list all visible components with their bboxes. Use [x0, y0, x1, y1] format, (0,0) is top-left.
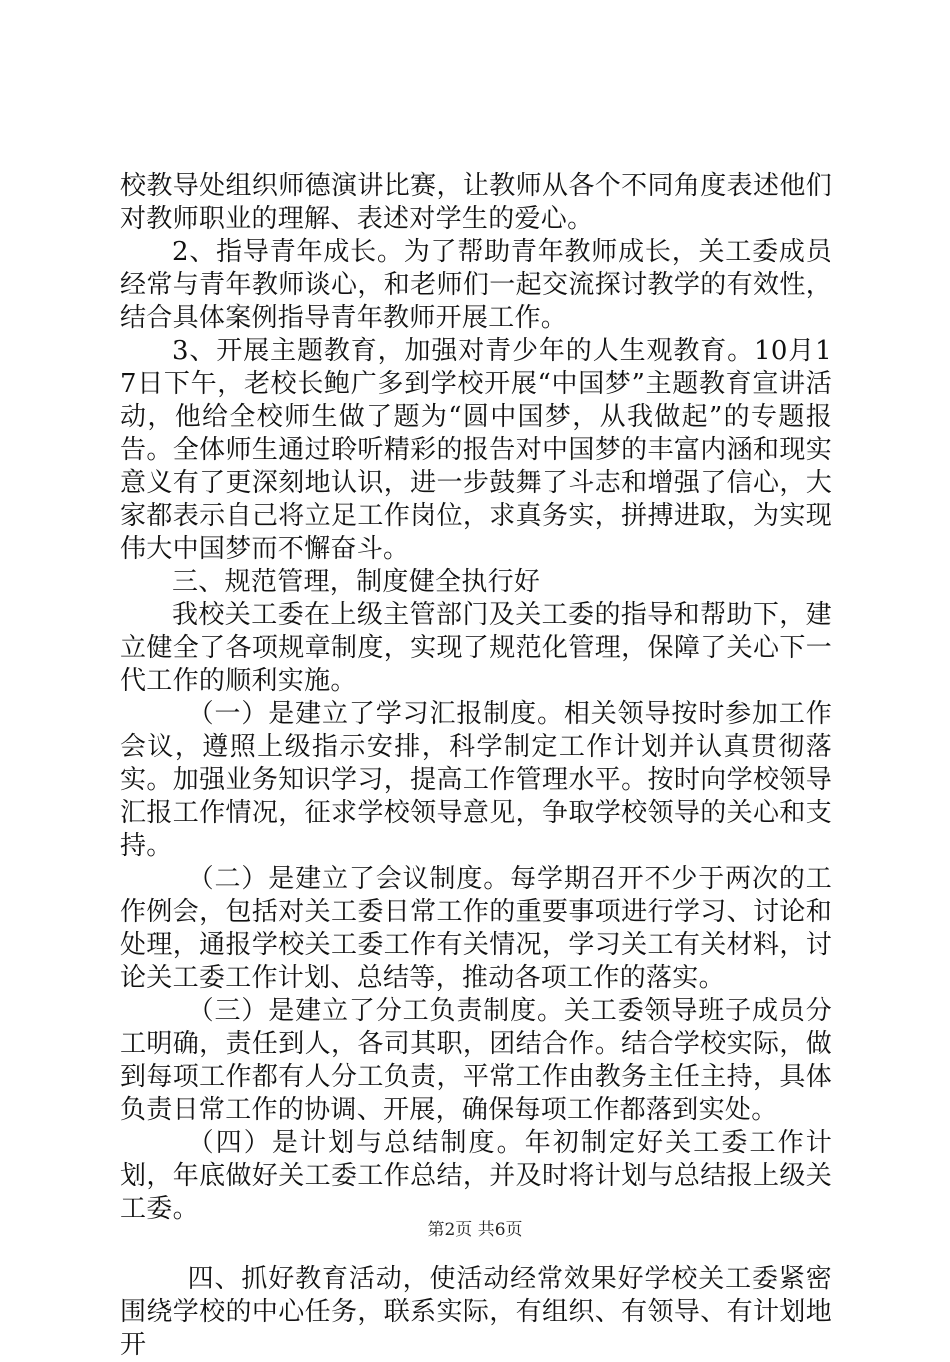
page-number: 第2页 共6页	[427, 1220, 523, 1240]
paragraph-study-report-system: （一）是建立了学习汇报制度。相关领导按时参加工作会议，遵照上级指示安排，科学制定工作计划并认真贯彻落实。加强业务知识学习，提高工作管理水平。按时向学校领导汇报工作情况，征求学校领导意见，争取学校领导的关心和支持。	[120, 699, 832, 861]
paragraph-division-system: （三）是建立了分工负责制度。关工委领导班子成员分工明确，责任到人，各司其职，团结合作。结合学校实际，做到每项工作都有人分工负责，平常工作由教务主任主持，具体负责日常工作的协调、开展，确保每项工作都落到实处。	[120, 996, 832, 1125]
section-heading-management: 三、规范管理，制度健全执行好	[172, 567, 541, 597]
document-body	[120, 170, 832, 1362]
paragraph-rules-intro: 我校关工委在上级主管部门及关工委的指导和帮助下，建立健全了各项规章制度，实现了规范化管理，保障了关心下一代工作的顺利实施。	[120, 600, 832, 696]
paragraph-theme-education: 3、开展主题教育，加强对青少年的人生观教育。10月17日下午，老校长鲍广多到学校开展“中国梦”主题教育宣讲活动，他给全校师生做了题为“圆中国梦，从我做起”的专题报告。全体师生通过聆听精彩的报告对中国梦的丰富内涵和现实意义有了更深刻地认识，进一步鼓舞了斗志和增强了信心，大家都表示自己将立足工作岗位，求真务实，拼搏进取，为实现伟大中国梦而不懈奋斗。	[120, 336, 832, 564]
paragraph-plan-summary-system: （四）是计划与总结制度。年初制定好关工委工作计划，年底做好关工委工作总结，并及时将计划与总结报上级关工委。	[120, 1128, 832, 1224]
paragraph-guide-youth: 2、指导青年成长。为了帮助青年教师成长，关工委成员经常与青年教师谈心，和老师们一起交流探讨教学的有效性，结合具体案例指导青年教师开展工作。	[120, 237, 832, 333]
section-heading-education-activities: 四、抓好教育活动，使活动经常效果好学校关工委紧密围绕学校的中心任务，联系实际，有组织、有领导、有计划地开	[120, 1264, 832, 1360]
paragraph-meeting-system: （二）是建立了会议制度。每学期召开不少于两次的工作例会，包括对关工委日常工作的重要事项进行学习、讨论和处理，通报学校关工委工作有关情况，学习关工有关材料，讨论关工委工作计划、总结等，推动各项工作的落实。	[120, 864, 832, 993]
paragraph-continuation: 校教导处组织师德演讲比赛，让教师从各个不同角度表述他们对教师职业的理解、表述对学生的爱心。	[120, 171, 832, 234]
